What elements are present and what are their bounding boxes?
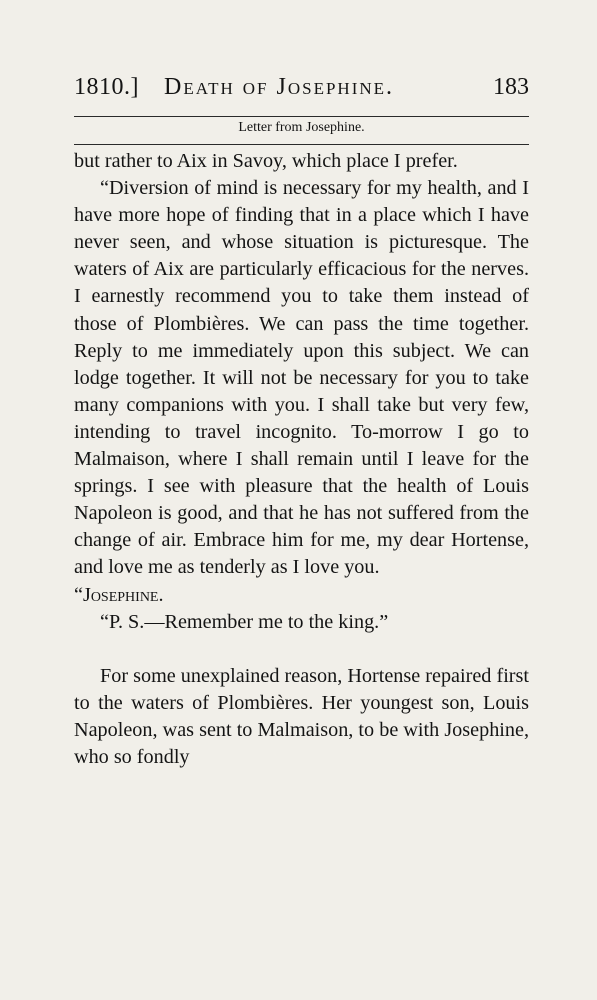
running-title: Death of Josephine.	[164, 74, 395, 100]
body-text	[74, 148, 529, 771]
running-header	[74, 74, 529, 114]
paragraph-narrative: For some unexplained reason, Hortense repaired first to the waters of Plombières. Her youngest son, Louis Napoleon, was sent to Malmaison, to be with Josephine, who so fondly	[74, 664, 529, 768]
page-number: 183	[493, 74, 529, 100]
section-subheading: Letter from Josephine.	[238, 120, 365, 135]
paragraph-letter: “Diversion of mind is necessary for my health, and I have more hope of finding that in a place which I have never seen, and whose situation is picturesque. The waters of Aix are particularly efficacious for the nerves. I earnestly recommend you to take them instead of those of Plombières. We can pass the time together. Reply to me immediately upon this subject. We can lodge together. It will not be necessary for you to take many companions with you. I shall take but very few, intending to travel incognito. To-morrow I go to Malmaison, where I shall remain until I leave for the springs. I see with pleasure that the health of Louis Napoleon is good, and that he has not suffered from the change of air. Embrace him for me, my dear Hortense, and love me as tenderly as I love you.	[74, 177, 529, 579]
header-year: 1810.]	[74, 74, 139, 100]
paragraph-gap	[74, 636, 529, 663]
subheading-rule	[74, 144, 529, 145]
postscript: “P. S.—Remember me to the king.”	[100, 610, 389, 633]
header-rule	[74, 116, 529, 117]
paragraph-continued: but rather to Aix in Savoy, which place I prefer.	[74, 150, 458, 172]
letter-signature: “Josephine.	[74, 583, 164, 606]
